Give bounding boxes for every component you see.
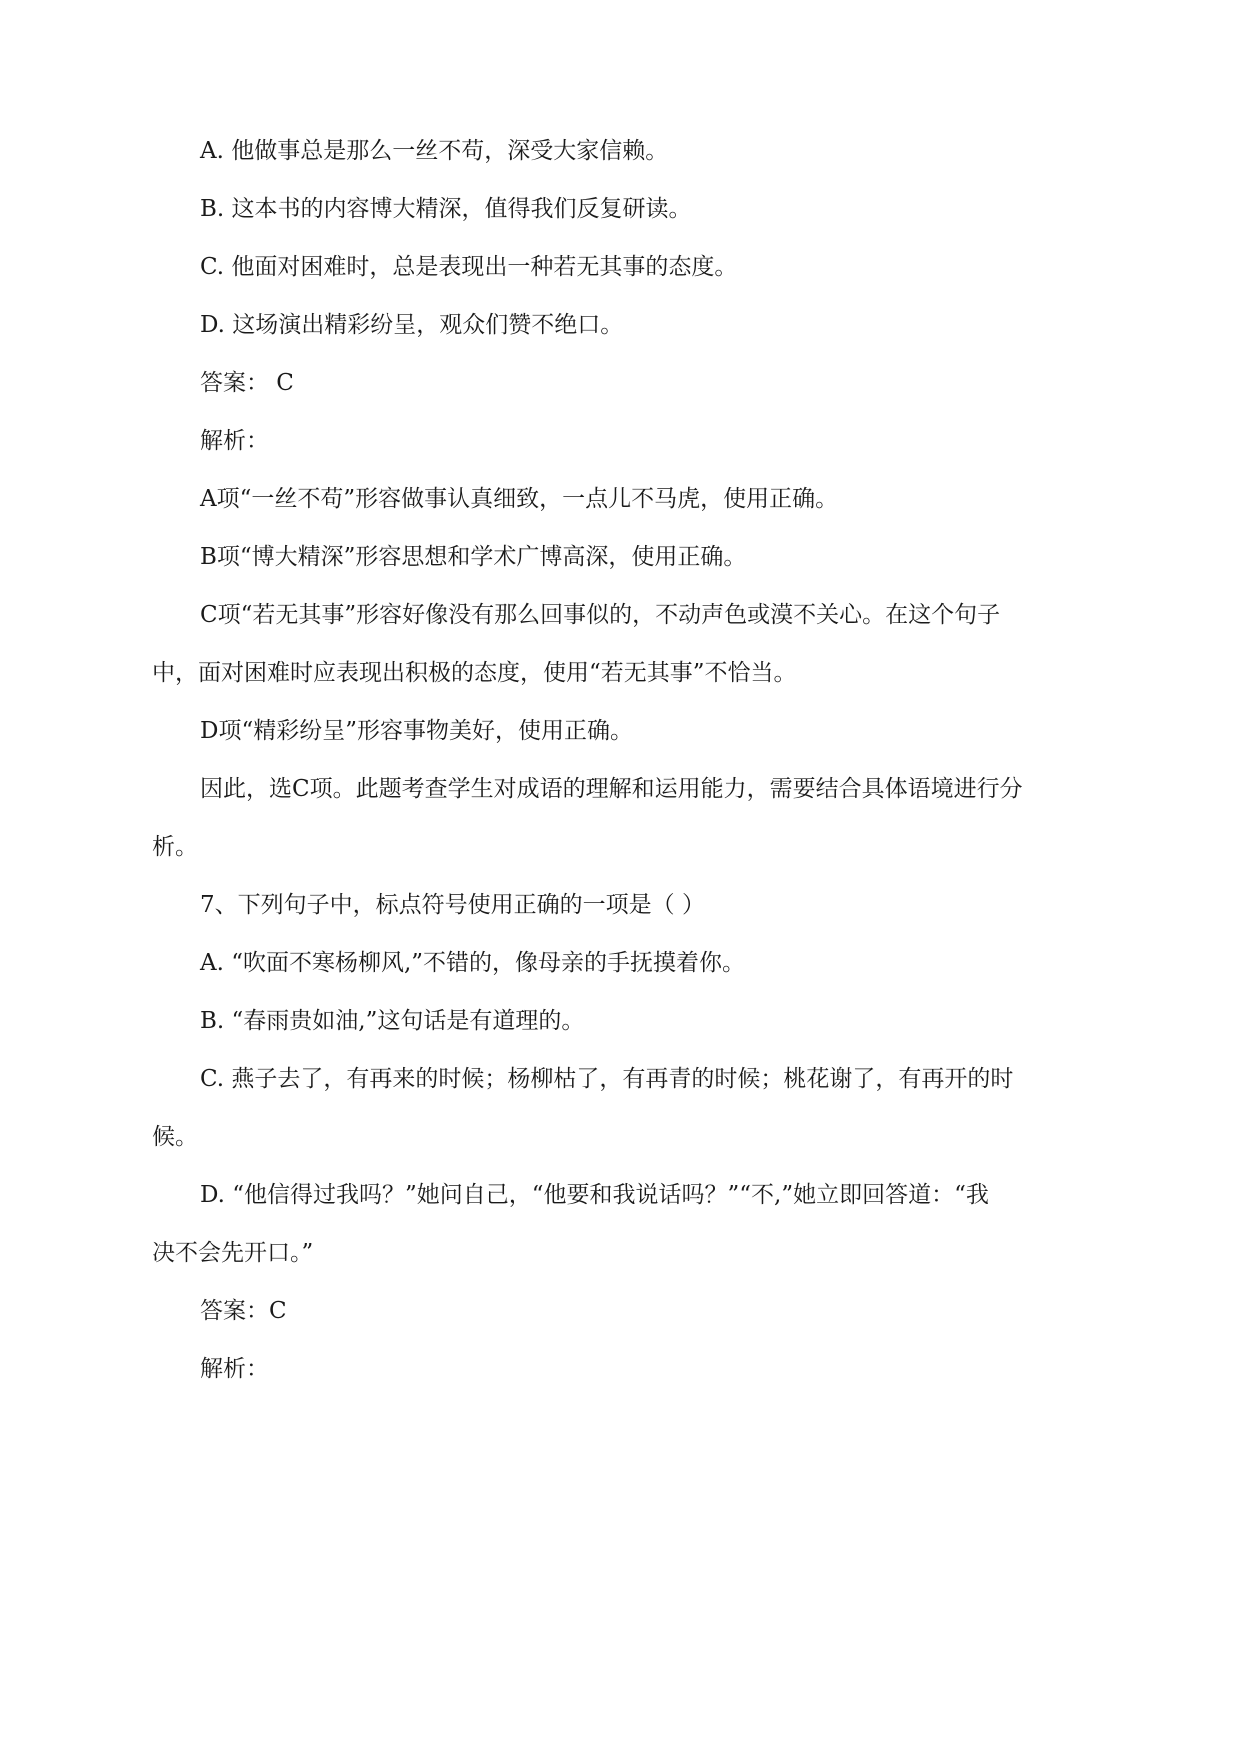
analysis-b: B项“博大精深”形容思想和学术广博高深，使用正确。	[200, 544, 747, 570]
q7-option-d-line1: D. “他信得过我吗？”她问自己，“他要和我说话吗？”“不,”她立即回答道：“我	[200, 1182, 989, 1208]
q7-option-b: B. “春雨贵如油,”这句话是有道理的。	[200, 1008, 585, 1034]
conclusion-line1: 因此，选C项。此题考查学生对成语的理解和运用能力，需要结合具体语境进行分	[200, 776, 1023, 802]
analysis-d: D项“精彩纷呈”形容事物美好，使用正确。	[200, 718, 633, 744]
answer: 答案： C	[200, 370, 294, 396]
option-b: B. 这本书的内容博大精深，值得我们反复研读。	[200, 196, 692, 222]
q7-option-c-line1: C. 燕子去了，有再来的时候；杨柳枯了，有再青的时候；桃花谢了，有再开的时	[200, 1066, 1014, 1092]
analysis-label: 解析：	[200, 428, 269, 454]
q7-answer: 答案：C	[200, 1298, 287, 1324]
q7-option-a: A. “吹面不寒杨柳风,”不错的，像母亲的手抚摸着你。	[200, 950, 746, 976]
option-d: D. 这场演出精彩纷呈，观众们赞不绝口。	[200, 312, 624, 338]
analysis-c-line1: C项“若无其事”形容好像没有那么回事似的，不动声色或漠不关心。在这个句子	[200, 602, 1001, 628]
q7-analysis-label: 解析：	[200, 1356, 269, 1382]
q7-option-d-line2: 决不会先开口。”	[152, 1240, 314, 1266]
option-a: A. 他做事总是那么一丝不苟，深受大家信赖。	[200, 138, 669, 164]
conclusion-line2: 析。	[152, 834, 198, 860]
option-c: C. 他面对困难时，总是表现出一种若无其事的态度。	[200, 254, 738, 280]
analysis-a: A项“一丝不苟”形容做事认真细致，一点儿不马虎，使用正确。	[200, 486, 839, 512]
q7-option-c-line2: 候。	[152, 1124, 198, 1150]
analysis-c-line2: 中，面对困难时应表现出积极的态度，使用“若无其事”不恰当。	[152, 660, 797, 686]
question-7-stem: 7、下列句子中，标点符号使用正确的一项是（ ）	[200, 892, 705, 918]
